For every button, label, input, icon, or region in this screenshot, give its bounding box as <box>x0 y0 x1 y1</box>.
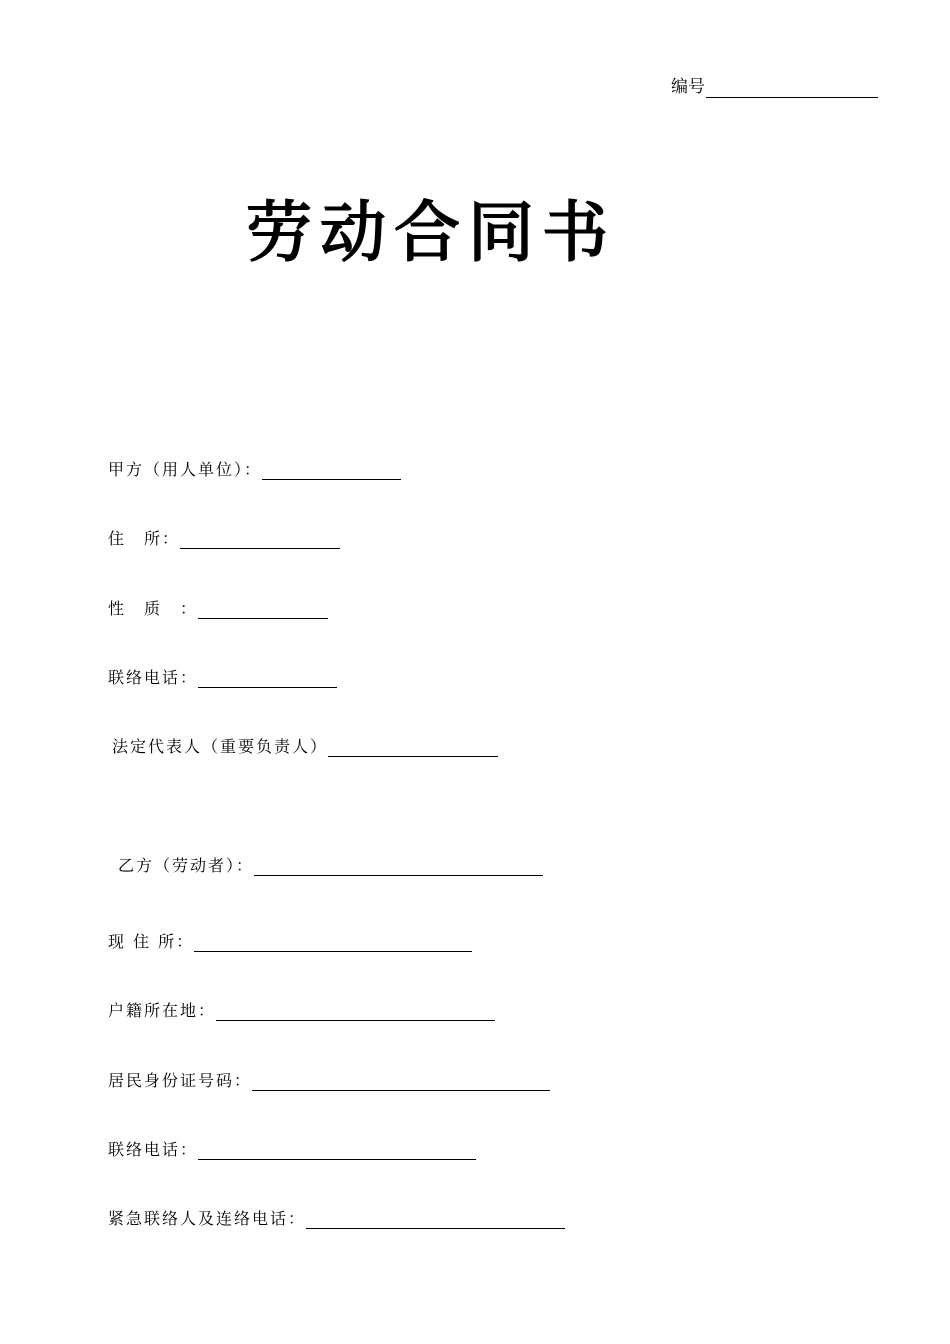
worker-phone-blank[interactable] <box>198 1142 476 1160</box>
id-number-blank[interactable] <box>252 1073 550 1091</box>
worker-label: 乙方（劳动者）： <box>118 856 255 875</box>
id-number-label: 居民身份证号码： <box>108 1071 253 1090</box>
serial-number-label: 编号 <box>671 77 705 97</box>
document-title: 劳动合同书 <box>246 193 616 271</box>
emergency-contact-label: 紧急联络人及连络电话： <box>108 1209 307 1228</box>
employer-label: 甲方（用人单位）： <box>108 460 263 479</box>
employer-phone-label: 联络电话： <box>108 668 199 687</box>
nature-blank[interactable] <box>198 601 328 619</box>
employer-phone-blank[interactable] <box>198 670 337 688</box>
address-label: 住 所： <box>108 529 181 548</box>
legal-rep-blank[interactable] <box>328 739 498 757</box>
household-registration-label: 户籍所在地： <box>108 1001 217 1020</box>
employer-phone-field <box>108 668 337 688</box>
household-registration-blank[interactable] <box>216 1003 495 1021</box>
nature-label: 性 质 ： <box>108 599 199 618</box>
legal-rep-field <box>112 737 498 757</box>
worker-phone-label: 联络电话： <box>108 1140 199 1159</box>
serial-number-field <box>671 76 878 98</box>
household-registration-field <box>108 1001 495 1021</box>
worker-phone-field <box>108 1140 476 1160</box>
worker-field <box>118 856 543 876</box>
employer-blank[interactable] <box>262 462 401 480</box>
current-address-blank[interactable] <box>194 934 472 952</box>
legal-rep-label: 法定代表人（重要负责人） <box>112 737 329 756</box>
id-number-field <box>108 1071 550 1091</box>
serial-number-blank[interactable] <box>706 79 878 98</box>
employer-field <box>108 460 401 480</box>
address-field <box>108 529 340 549</box>
emergency-contact-field <box>108 1209 565 1229</box>
current-address-field <box>108 932 472 952</box>
nature-field <box>108 599 328 619</box>
current-address-label: 现 住 所： <box>108 932 195 951</box>
emergency-contact-blank[interactable] <box>306 1211 565 1229</box>
worker-blank[interactable] <box>254 858 543 876</box>
address-blank[interactable] <box>180 531 340 549</box>
